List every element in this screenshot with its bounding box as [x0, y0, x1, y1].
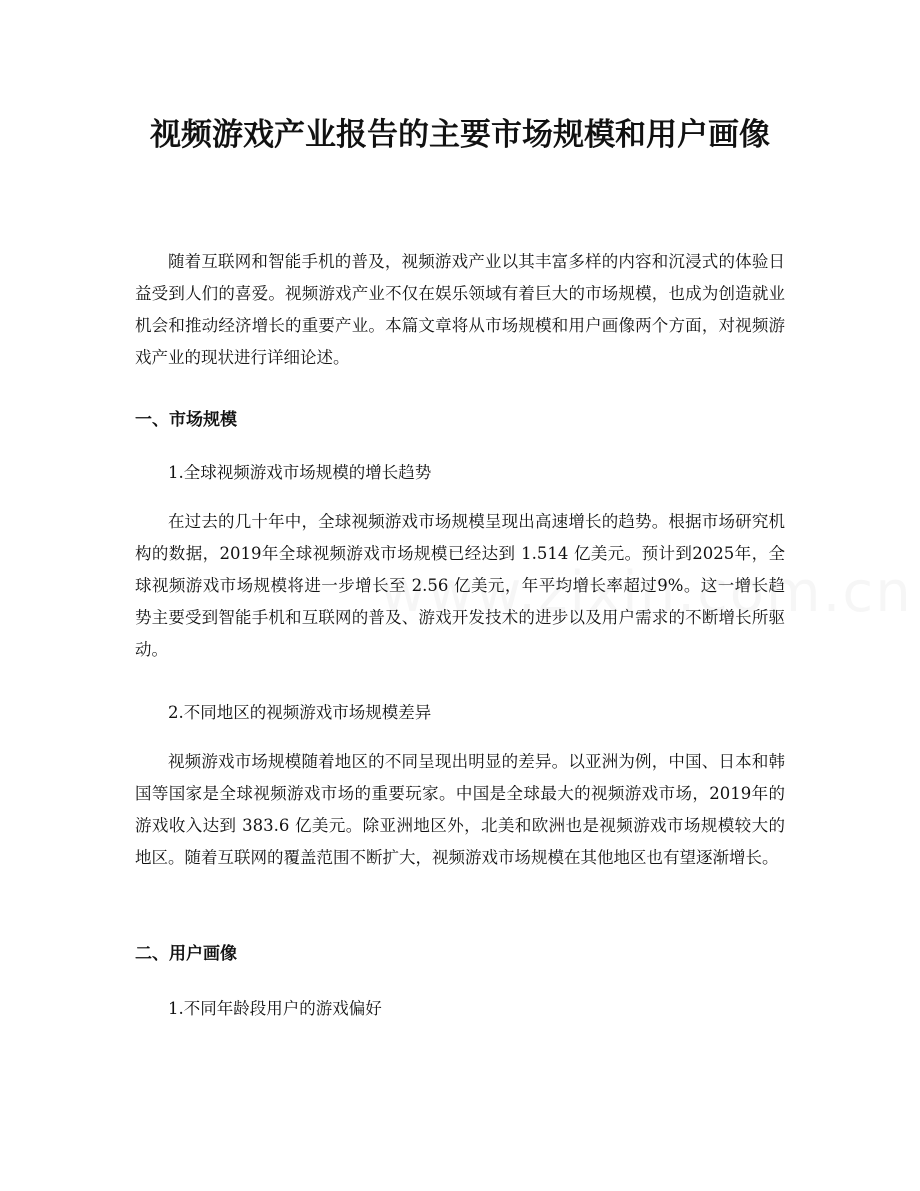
subheading-regional-difference: 2.不同地区的视频游戏市场规模差异 — [168, 703, 432, 722]
paragraph-regional-difference: 视频游戏市场规模随着地区的不同呈现出明显的差异。以亚洲为例，中国、日本和韩国等国家是全球视频游戏市场的重要玩家。中国是全球最大的视频游戏市场，2019年的游戏收入达到 383.6 亿美元。除亚洲地区外，北美和欧洲也是视频游戏市场规模较大的地区。随着互联网的覆盖范围不断扩大，视频游戏市场规模在其他地区也有望逐渐增长。 — [135, 752, 785, 867]
subheading-global-growth: 1.全球视频游戏市场规模的增长趋势 — [168, 463, 432, 482]
section-heading-user-profile: 二、用户画像 — [135, 944, 237, 964]
paragraph-global-growth: 在过去的几十年中，全球视频游戏市场规模呈现出高速增长的趋势。根据市场研究机构的数据，2019年全球视频游戏市场规模已经达到 1.514 亿美元。预计到2025年，全球视频游戏市场规模将进一步增长至 2.56 亿美元，年平均增长率超过9%。这一增长趋势主要受到智能手机和互联网的普及、游戏开发技术的进步以及用户需求的不断增长所驱动。 — [135, 512, 785, 659]
document-title: 视频游戏产业报告的主要市场规模和用户画像 — [150, 117, 770, 153]
section-heading-market-size: 一、市场规模 — [135, 410, 237, 430]
intro-paragraph: 随着互联网和智能手机的普及，视频游戏产业以其丰富多样的内容和沉浸式的体验日益受到人们的喜爱。视频游戏产业不仅在娱乐领域有着巨大的市场规模，也成为创造就业机会和推动经济增长的重要产业。本篇文章将从市场规模和用户画像两个方面，对视频游戏产业的现状进行详细论述。 — [135, 252, 785, 367]
subheading-age-preferences: 1.不同年龄段用户的游戏偏好 — [168, 999, 382, 1018]
